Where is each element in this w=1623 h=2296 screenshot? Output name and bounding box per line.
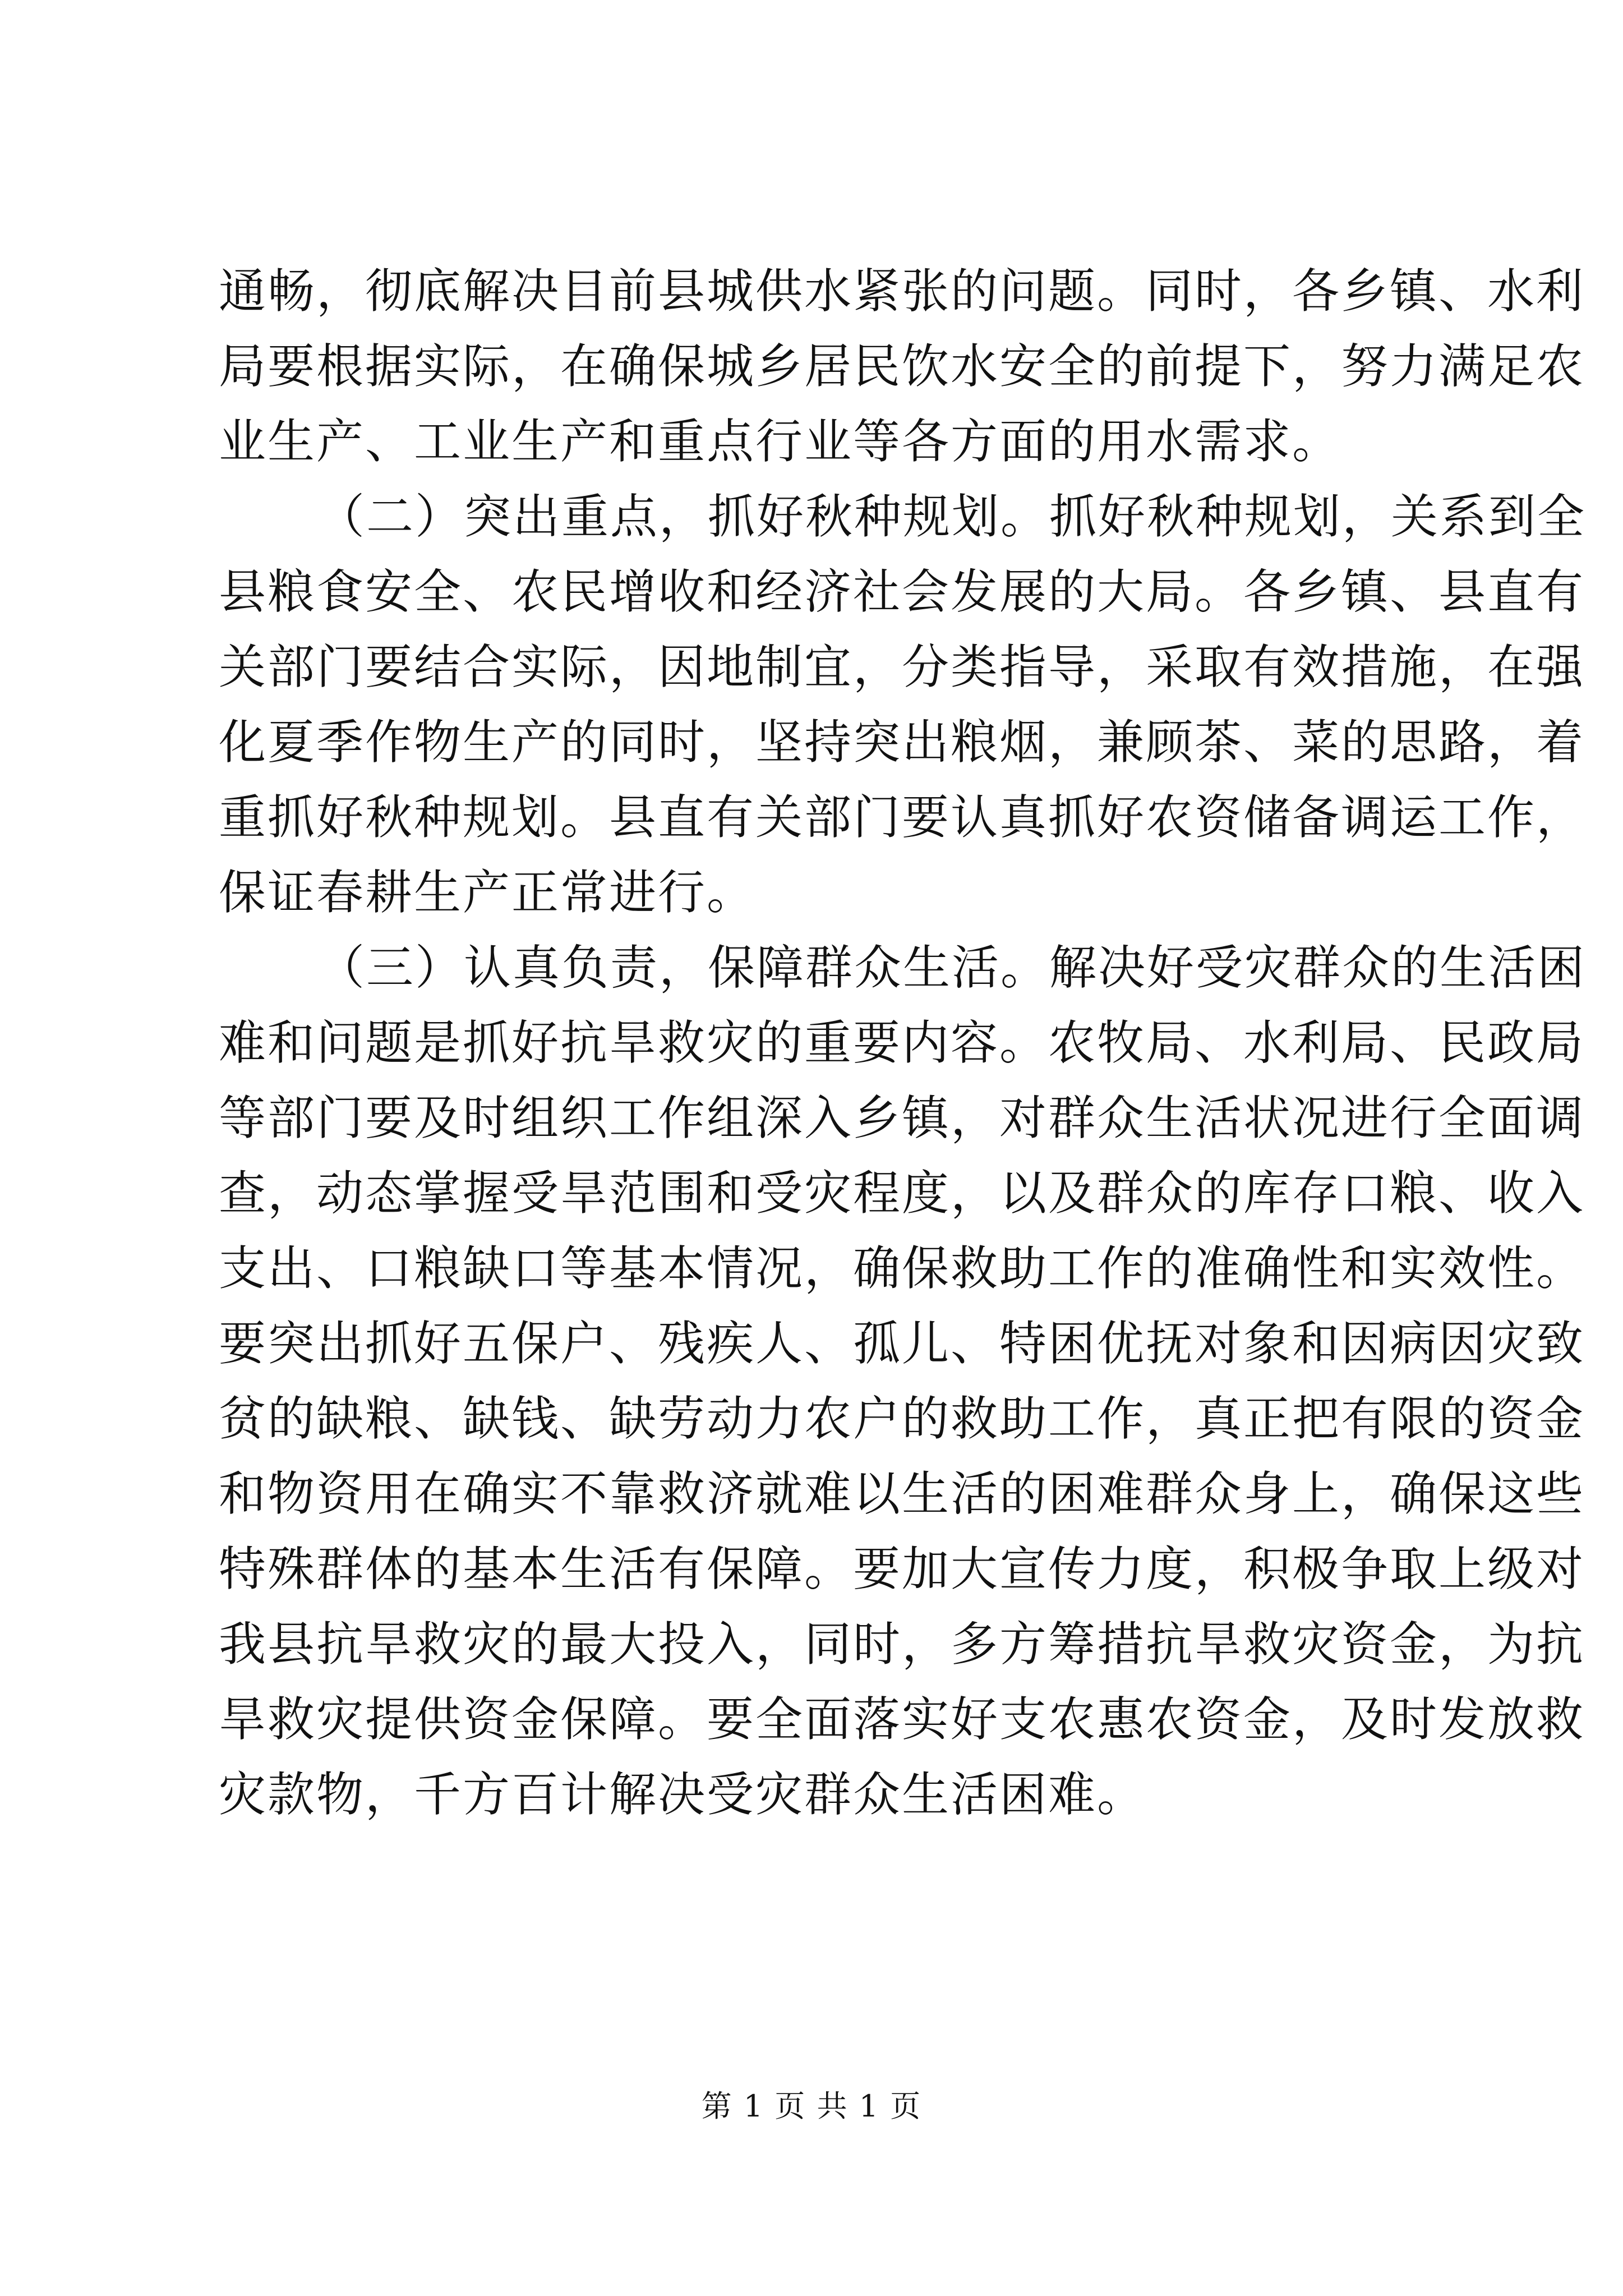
text-line: 难和问题是抓好抗旱救灾的重要内容。农牧局、水利局、民政局 <box>219 1015 1585 1070</box>
text-line: 业生产、工业生产和重点行业等各方面的用水需求。 <box>219 414 1341 469</box>
text-line: 关部门要结合实际，因地制宜，分类指导，采取有效措施，在强 <box>219 639 1585 694</box>
text-line: 查，动态掌握受旱范围和受灾程度，以及群众的库存口粮、收入 <box>219 1166 1585 1221</box>
text-line: （三）认真负责，保障群众生活。解决好受灾群众的生活困 <box>317 940 1587 995</box>
text-line: 支出、口粮缺口等基本情况，确保救助工作的准确性和实效性。 <box>219 1241 1585 1296</box>
text-line: 贫的缺粮、缺钱、缺劳动力农户的救助工作，真正把有限的资金 <box>219 1391 1585 1446</box>
page-number-footer: 第 1 页 共 1 页 <box>701 2088 922 2124</box>
text-line: （二）突出重点，抓好秋种规划。抓好秋种规划，关系到全 <box>317 489 1587 544</box>
text-line: 和物资用在确实不靠救济就难以生活的困难群众身上，确保这些 <box>219 1466 1585 1521</box>
text-line: 重抓好秋种规划。县直有关部门要认真抓好农资储备调运工作， <box>219 790 1585 845</box>
text-line: 我县抗旱救灾的最大投入，同时，多方筹措抗旱救灾资金，为抗 <box>219 1617 1585 1672</box>
text-line: 要突出抓好五保户、残疾人、孤儿、特困优抚对象和因病因灾致 <box>219 1316 1585 1371</box>
paragraph-public-welfare <box>219 930 1587 1832</box>
text-line: 等部门要及时组织工作组深入乡镇，对群众生活状况进行全面调 <box>219 1091 1585 1145</box>
text-line: 保证春耕生产正常进行。 <box>219 865 756 920</box>
text-line: 通畅，彻底解决目前县城供水紧张的问题。同时，各乡镇、水利 <box>219 264 1585 319</box>
text-line: 县粮食安全、农民增收和经济社会发展的大局。各乡镇、县直有 <box>219 564 1585 619</box>
paragraph-continuation <box>219 254 1585 479</box>
text-line: 局要根据实际，在确保城乡居民饮水安全的前提下，努力满足农 <box>219 339 1585 394</box>
text-line: 旱救灾提供资金保障。要全面落实好支农惠农资金，及时发放救 <box>219 1692 1585 1747</box>
paragraph-autumn-planting <box>219 479 1587 930</box>
text-line: 灾款物，千方百计解决受灾群众生活困难。 <box>219 1767 1146 1822</box>
text-line: 特殊群体的基本生活有保障。要加大宣传力度，积极争取上级对 <box>219 1542 1585 1596</box>
document-body <box>219 254 1587 1832</box>
text-line: 化夏季作物生产的同时，坚持突出粮烟，兼顾茶、菜的思路，着 <box>219 715 1585 770</box>
